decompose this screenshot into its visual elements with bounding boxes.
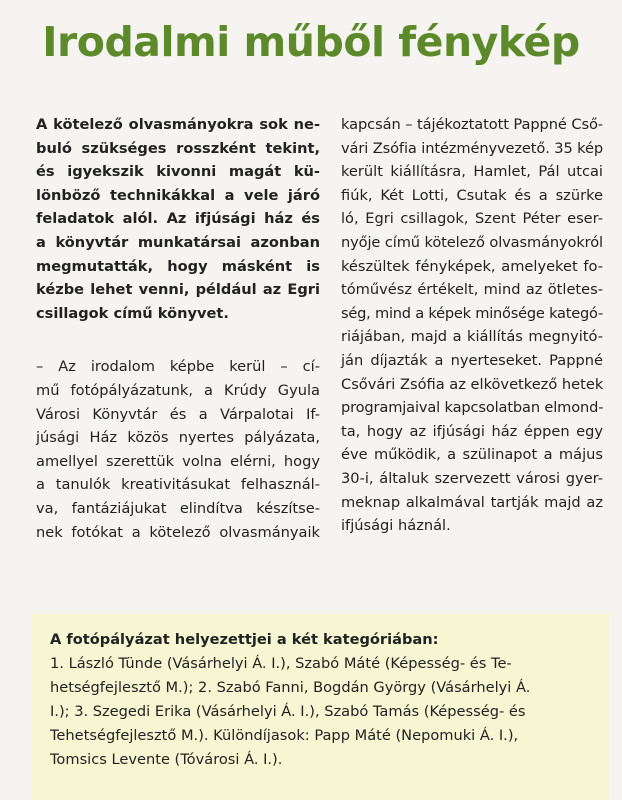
winners-line: Tomsics Levente (Tóvárosi Á. I.). xyxy=(50,751,283,768)
lead-line: a könyvtár munkatársai azonban xyxy=(36,233,320,251)
body-line: fiúk, Két Lotti, Csutak és a szürke xyxy=(341,186,603,204)
article-title: Irodalmi műből fénykép xyxy=(42,18,580,66)
lead-paragraph xyxy=(36,113,320,325)
body-line: éve működik, a szülinapot a május xyxy=(341,446,603,464)
body-line: ifjúsági háznál. xyxy=(341,517,451,535)
body-line: Csővári Zsófia az elkövetkező hetek xyxy=(341,375,604,393)
body-line: va, fantáziájukat elindítva készítse- xyxy=(36,499,320,517)
lead-line: és igyekszik kivonni magát kü- xyxy=(36,163,320,181)
body-paragraph-right xyxy=(341,113,603,538)
body-line: programjaival kapcsolatban elmond- xyxy=(341,399,604,417)
body-line: amellyel szerettük volna elérni, hogy xyxy=(36,452,320,470)
body-line: meknap alkalmával tartják majd az xyxy=(341,493,603,511)
body-line: Városi Könyvtár és a Várpalotai If- xyxy=(36,405,320,423)
winners-line: I.); 3. Szegedi Erika (Vásárhelyi Á. I.), Szabó Tamás (Képesség- és xyxy=(50,703,526,720)
body-line: ló, Egri csillagok, Szent Péter eser- xyxy=(341,210,603,228)
body-line: 30-i, általuk szervezett városi gyer- xyxy=(341,469,603,487)
body-paragraph-left xyxy=(36,355,320,544)
body-line: nyője című kötelező olvasmányokról xyxy=(341,233,603,251)
lead-line: buló szükséges rosszként tekint, xyxy=(36,139,320,157)
lead-line: lönböző technikákkal a vele járó xyxy=(36,186,320,204)
body-line: – Az irodalom képbe kerül – cí- xyxy=(36,358,320,376)
body-line: ség, mind a képek minősége kategó- xyxy=(341,304,603,322)
winners-line: 1. László Tünde (Vásárhelyi Á. I.), Szabó Máté (Képesség- és Te- xyxy=(50,655,512,672)
right-column xyxy=(341,113,603,538)
body-line: riájában, majd a kiállítás megnyitó- xyxy=(341,328,603,346)
body-line: vári Zsófia intézményvezető. 35 kép xyxy=(341,139,603,157)
body-line: tóművész értékelt, mind az ötletes- xyxy=(341,281,603,299)
body-line: júsági Ház közös nyertes pályázata, xyxy=(36,429,320,447)
winners-line: hetségfejlesztő M.); 2. Szabó Fanni, Bogdán György (Vásárhelyi Á. xyxy=(50,679,531,696)
body-line: ján díjazták a nyerteseket. Pappné xyxy=(341,351,603,369)
lead-line: megmutatták, hogy másként is xyxy=(36,257,320,275)
body-line: ta, hogy az ifjúsági ház éppen egy xyxy=(341,422,603,440)
body-line: a tanulók kreativitásukat felhasznál- xyxy=(36,476,320,494)
body-line: került kiállításra, Hamlet, Pál utcai xyxy=(341,163,603,181)
lead-line: feladatok alól. Az ifjúsági ház és xyxy=(36,210,320,228)
winners-box xyxy=(32,614,609,800)
left-column xyxy=(36,113,320,544)
body-line: kapcsán – tájékoztatott Pappné Cső- xyxy=(341,116,603,133)
lead-line: kézbe lehet venni, például az Egri xyxy=(36,281,320,299)
body-line: készültek fényképek, amelyeket fo- xyxy=(341,257,603,275)
body-line: nek fotókat a kötelező olvasmányaik xyxy=(36,523,320,541)
lead-line: csillagok című könyvet. xyxy=(36,304,229,322)
body-line: mű fotópályázatunk, a Krúdy Gyula xyxy=(36,381,320,399)
lead-line: A kötelező olvasmányokra sok ne- xyxy=(36,116,320,133)
winners-line: Tehetségfejlesztő M.). Különdíjasok: Papp Máté (Nepomuki Á. I.), xyxy=(50,727,519,744)
winners-box-title: A fotópályázat helyezettjei a két kategóriában: xyxy=(50,631,439,648)
